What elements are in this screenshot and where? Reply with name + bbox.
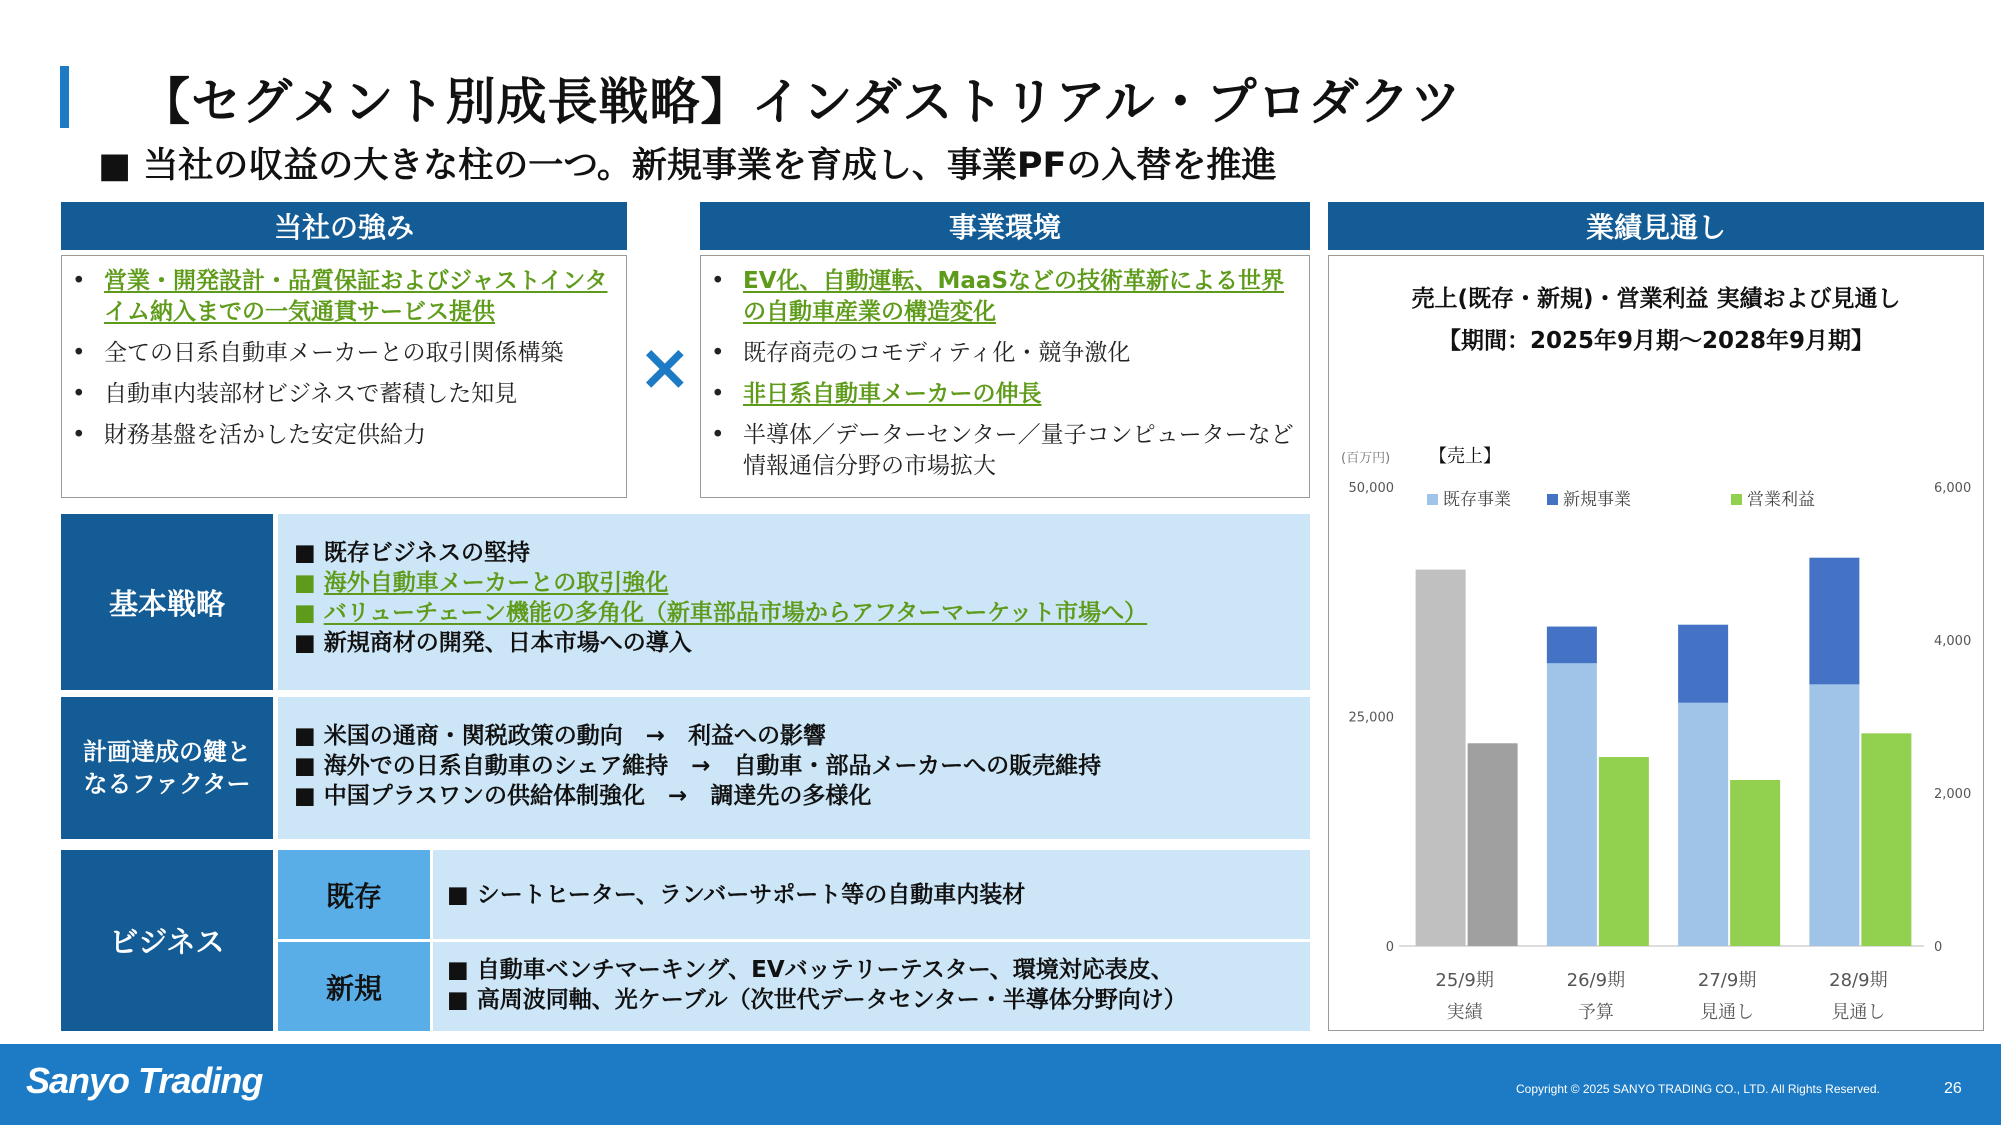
left-tick-label: 25,000 (1348, 710, 1394, 726)
key-factor-item: ■ 米国の通商・関税政策の動向 → 利益への影響 (294, 723, 827, 749)
basic-strategy-item: ■ 海外自動車メーカーとの取引強化 (294, 570, 669, 596)
strength-item: • 営業・開発設計・品質保証およびジャストインタイム納入までの一気通貫サービス提供 (72, 268, 608, 325)
basic-strategy-item: ■ 新規商材の開発、日本市場への導入 (294, 630, 692, 656)
x-tick-sublabel: 実績 (1446, 1002, 1483, 1023)
basic-strategy-item: ■ バリューチェーン機能の多角化（新車部品市場からアフターマーケット市場へ） (294, 600, 1148, 626)
environment-item: • 既存商売のコモディティ化・競争激化 (711, 340, 1131, 366)
business-existing-label: 既存 (278, 850, 430, 939)
outlook-chart (1329, 256, 1982, 1029)
x-tick-sublabel: 見通し (1700, 1002, 1755, 1023)
environment-item: • 非日系自動車メーカーの伸長 (711, 381, 1042, 407)
key-factors-label-line1: 計画達成の鍵と (83, 738, 251, 766)
legend-swatch (1731, 494, 1742, 505)
environment-box (700, 255, 1310, 498)
x-tick-sublabel: 予算 (1577, 1002, 1614, 1023)
basic-strategy-item: ■ 既存ビジネスの堅持 (294, 540, 531, 566)
x-tick-sublabel: 見通し (1831, 1002, 1886, 1023)
basic-strategy-label: 基本戦略 (61, 514, 273, 690)
legend-swatch (1427, 494, 1438, 505)
strength-item: • 自動車内装部材ビジネスで蓄積した知見 (72, 381, 518, 407)
bar-profit (1599, 757, 1649, 946)
strength-item: • 全ての日系自動車メーカーとの取引関係構築 (72, 340, 564, 366)
strengths-box (61, 255, 627, 498)
left-tick-label: 0 (1385, 940, 1394, 955)
left-tick-label: 50,000 (1348, 481, 1394, 496)
x-tick-label: 27/9期 (1697, 970, 1757, 991)
key-factors-label-line2: なるファクター (83, 770, 251, 798)
bar-existing (1416, 570, 1466, 946)
key-factors-label (61, 697, 273, 839)
bar-existing (1678, 703, 1728, 946)
right-tick-label: 4,000 (1934, 634, 1972, 649)
business-label: ビジネス (61, 850, 273, 1031)
legend-label: 新規事業 (1563, 490, 1631, 510)
business-new-text-2: ■ 高周波同軸、光ケーブル（次世代データセンター・半導体分野向け） (447, 987, 1187, 1013)
bar-new (1678, 625, 1728, 703)
business-new-text-1: ■ 自動車ベンチマーキング、EVバッテリーテスター、環境対応表皮、 (447, 957, 1174, 983)
sales-label: 【売上】 (1429, 446, 1501, 467)
bar-existing (1547, 663, 1597, 946)
unit-label: (百万円) (1341, 451, 1391, 466)
business-existing-body (433, 850, 1310, 939)
environment-header: 事業環境 (700, 202, 1310, 250)
title-accent-bar (60, 66, 69, 128)
bar-profit (1730, 780, 1780, 946)
right-tick-label: 2,000 (1934, 787, 1972, 802)
sanyo-trading-logo: Sanyo Trading (26, 1060, 263, 1101)
bar-new (1547, 627, 1597, 664)
right-tick-label: 0 (1934, 940, 1943, 955)
legend-label: 営業利益 (1747, 490, 1815, 510)
basic-strategy-body (278, 514, 1310, 690)
x-tick-label: 28/9期 (1829, 970, 1888, 991)
key-factor-item: ■ 中国プラスワンの供給体制強化 → 調達先の多様化 (294, 783, 872, 809)
outlook-header: 業績見通し (1328, 202, 1984, 250)
business-existing-text: ■ シートヒーター、ランバーサポート等の自動車内装材 (447, 881, 1026, 908)
outlook-chart-box (1328, 255, 1984, 1031)
footer (0, 1044, 2001, 1125)
strengths-header: 当社の強み (61, 202, 627, 250)
key-factor-item: ■ 海外での日系自動車のシェア維持 → 自動車・部品メーカーへの販売維持 (294, 753, 1102, 779)
environment-item: • 半導体／データーセンター／量子コンピューターなど情報通信分野の市場拡大 (711, 422, 1294, 479)
x-tick-label: 26/9期 (1566, 970, 1626, 991)
bar-profit (1468, 743, 1518, 946)
right-tick-label: 6,000 (1934, 481, 1972, 496)
x-tick-label: 25/9期 (1435, 970, 1494, 991)
legend-swatch (1547, 494, 1558, 505)
cross-icon: × (638, 331, 692, 405)
bar-new (1809, 558, 1859, 685)
chart-title-line1: 売上(既存・新規)・営業利益 実績および見通し (1411, 286, 1901, 312)
business-new-body (433, 942, 1310, 1031)
strength-item: • 財務基盤を活かした安定供給力 (72, 422, 426, 448)
chart-title-line2: 【期間：2025年9月期〜2028年9月期】 (1437, 328, 1875, 354)
legend-label: 既存事業 (1443, 490, 1511, 510)
bar-existing (1809, 684, 1859, 946)
page-subtitle: ■ 当社の収益の大きな柱の一つ。新規事業を育成し、事業PFの入替を推進 (98, 146, 1277, 186)
key-factors-body (278, 697, 1310, 839)
environment-item: • EV化、自動運転、MaaSなどの技術革新による世界の自動車産業の構造変化 (711, 268, 1285, 325)
page-number: 26 (1944, 1080, 1962, 1097)
bar-profit (1861, 733, 1911, 946)
business-new-label: 新規 (278, 942, 430, 1031)
page-title: 【セグメント別成長戦略】インダストリアル・プロダクツ (140, 73, 1462, 131)
copyright-text: Copyright © 2025 SANYO TRADING CO., LTD. All Rights Reserved. (1516, 1082, 1880, 1096)
